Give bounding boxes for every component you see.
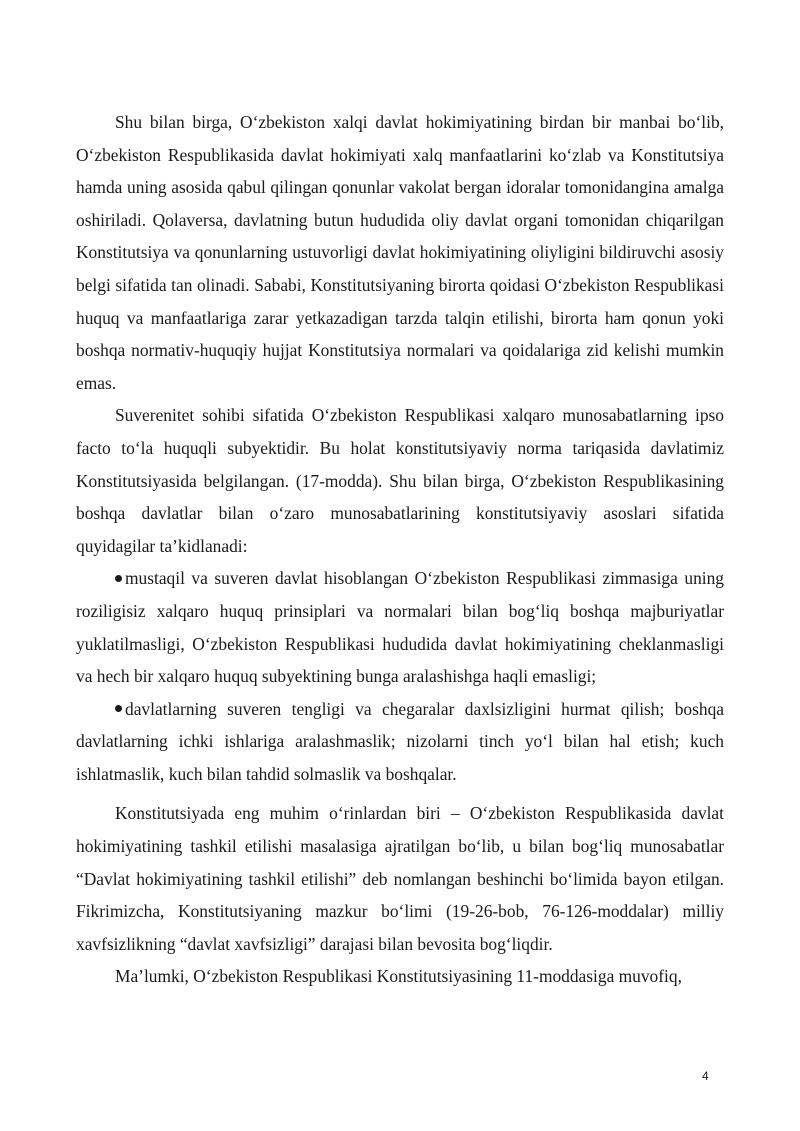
bullet-icon bbox=[115, 705, 122, 712]
document-page bbox=[76, 106, 724, 993]
bullet-item bbox=[76, 562, 724, 692]
bullet-text: davlatlarning suveren tengligi va chegaralar daxlsizligini hurmat qilish; boshqa davlatlarning ichki ishlariga aralashmaslik; nizolarni tinch yo‘l bilan hal etish; kuch ishlatmaslik, kuch bilan tahdid solmaslik va boshqalar. bbox=[76, 698, 724, 784]
paragraph: Suverenitet sohibi sifatida O‘zbekiston Respublikasi xalqaro munosabatlarning ipso facto to‘la huquqli subyektidir. Bu holat konstitutsiyaviy norma tariqasida davlatimiz Konstitutsiyasida belgilangan. (17-modda). Shu bilan birga, O‘zbekiston Respublikasining boshqa davlatlar bilan o‘zaro munosabatlarining konstitutsiyaviy asoslari sifatida quyidagilar ta’kidlanadi: bbox=[76, 405, 724, 556]
paragraph: Shu bilan birga, O‘zbekiston xalqi davlat hokimiyatining birdan bir manbai bo‘lib, O‘zbekiston Respublikasida davlat hokimiyati xalq manfaatlarini ko‘zlab va Konstitutsiya hamda uning asosida qabul qilingan qonunlar vakolat bergan idoralar tomonidangina amalga oshiriladi. Qolaversa, davlatning butun hududida oliy davlat organi tomonidan chiqarilgan Konstitutsiya va qonunlarning ustuvorligi davlat hokimiyatining oliyligini bildiruvchi asosiy belgi sifatida tan olinadi. Sababi, Konstitutsiyaning birorta qoidasi O‘zbekiston Respublikasi huquq va manfaatlariga zarar yetkazadigan tarzda talqin etilishi, birorta ham qonun yoki boshqa normativ-huquqiy hujjat Konstitutsiya normalari va qoidalariga zid kelishi mumkin emas. bbox=[76, 112, 724, 393]
page-number: 4 bbox=[702, 1069, 709, 1083]
paragraph: Konstitutsiyada eng muhim o‘rinlardan biri – O‘zbekiston Respublikasida davlat hokimiyatining tashkil etilishi masalasiga ajratilgan bo‘lib, u bilan bog‘liq munosabatlar “Davlat hokimiyatining tashkil etilishi” deb nomlangan beshinchi bo‘limida bayon etilgan. Fikrimizcha, Konstitutsiyaning mazkur bo‘limi (19-26-bob, 76-126-moddalar) milliy xavfsizlikning “davlat xavfsizligi” darajasi bilan bevosita bog‘liqdir. bbox=[76, 803, 724, 954]
paragraph: Ma’lumki, O‘zbekiston Respublikasi Konstitutsiyasining 11-moddasiga muvofiq, bbox=[115, 966, 682, 987]
bullet-item bbox=[76, 693, 724, 791]
bullet-text: mustaqil va suveren davlat hisoblangan O‘zbekiston Respublikasi zimmasiga uning roziligisiz xalqaro huquq prinsiplari va normalari bilan bog‘liq boshqa majburiyatlar yuklatilmasligi, O‘zbekiston Respublikasi hududida davlat hokimiyatining cheklanmasligi va hech bir xalqaro huquq subyektining bunga aralashishga haqli emasligi; bbox=[76, 568, 724, 687]
bullet-icon bbox=[115, 575, 122, 582]
